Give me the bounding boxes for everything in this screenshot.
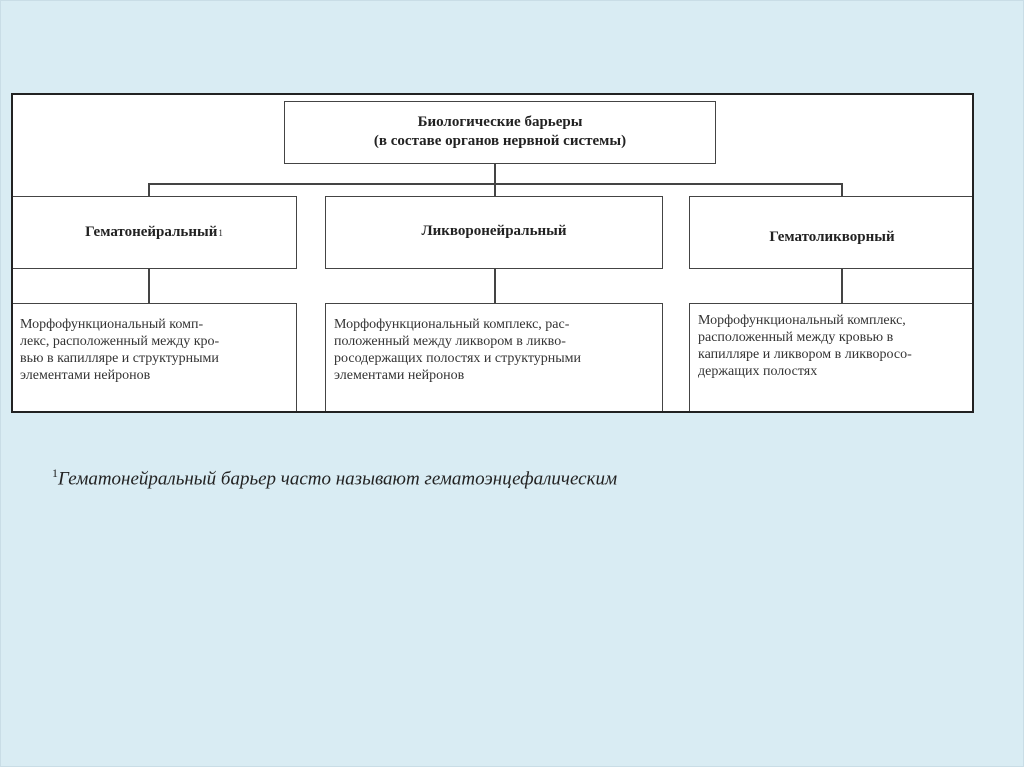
root-title: Биологические барьеры [417, 114, 583, 130]
barrier-diagram [11, 93, 974, 413]
description-line: вью в капилляре и структурными [20, 351, 219, 366]
left-branch-line [148, 183, 150, 196]
description-box-hematoneural [11, 303, 297, 413]
category-box-liquoroneural [325, 196, 663, 269]
description-line: лекс, расположенный между кро- [20, 334, 220, 349]
root-stem-line [494, 164, 496, 183]
right-desc-connector [841, 269, 843, 303]
description-line: росодержащих полостях и структурными [334, 351, 581, 366]
description-box-liquoroneural [325, 303, 663, 413]
root-subtitle: (в составе органов нервной системы) [373, 133, 627, 149]
footnote-mark: 1 [52, 466, 58, 480]
description-line: Морфофункциональный комп- [20, 317, 204, 332]
middle-branch-line [494, 183, 496, 196]
category-label: Ликворонейральный [421, 223, 567, 239]
middle-desc-connector [494, 269, 496, 303]
description-line: элементами нейронов [334, 368, 465, 383]
footnote [52, 466, 617, 490]
root-box [284, 101, 716, 164]
description-line: Морфофункциональный комплекс, [698, 313, 906, 328]
description-line: элементами нейронов [20, 368, 151, 383]
left-desc-connector [148, 269, 150, 303]
category-label: Гематоликворный [769, 229, 895, 245]
category-label: Гематонейральный [85, 224, 218, 240]
description-line: расположенный между кровью в [698, 330, 894, 345]
description-box-hematoliquor [689, 303, 974, 413]
description-line: Морфофункциональный комплекс, рас- [334, 317, 570, 332]
description-line: положенный между ликвором в ликво- [334, 334, 566, 349]
description-line: держащих полостях [698, 364, 818, 379]
description-line: капилляре и ликвором в ликворосо- [698, 347, 912, 362]
footnote-text: Гематонейральный барьер часто называют гематоэнцефалическим [58, 468, 618, 490]
category-box-hematoneural [11, 196, 297, 269]
footnote-superscript: 1 [218, 227, 223, 238]
right-branch-line [841, 183, 843, 196]
category-box-hematoliquor [689, 196, 974, 269]
